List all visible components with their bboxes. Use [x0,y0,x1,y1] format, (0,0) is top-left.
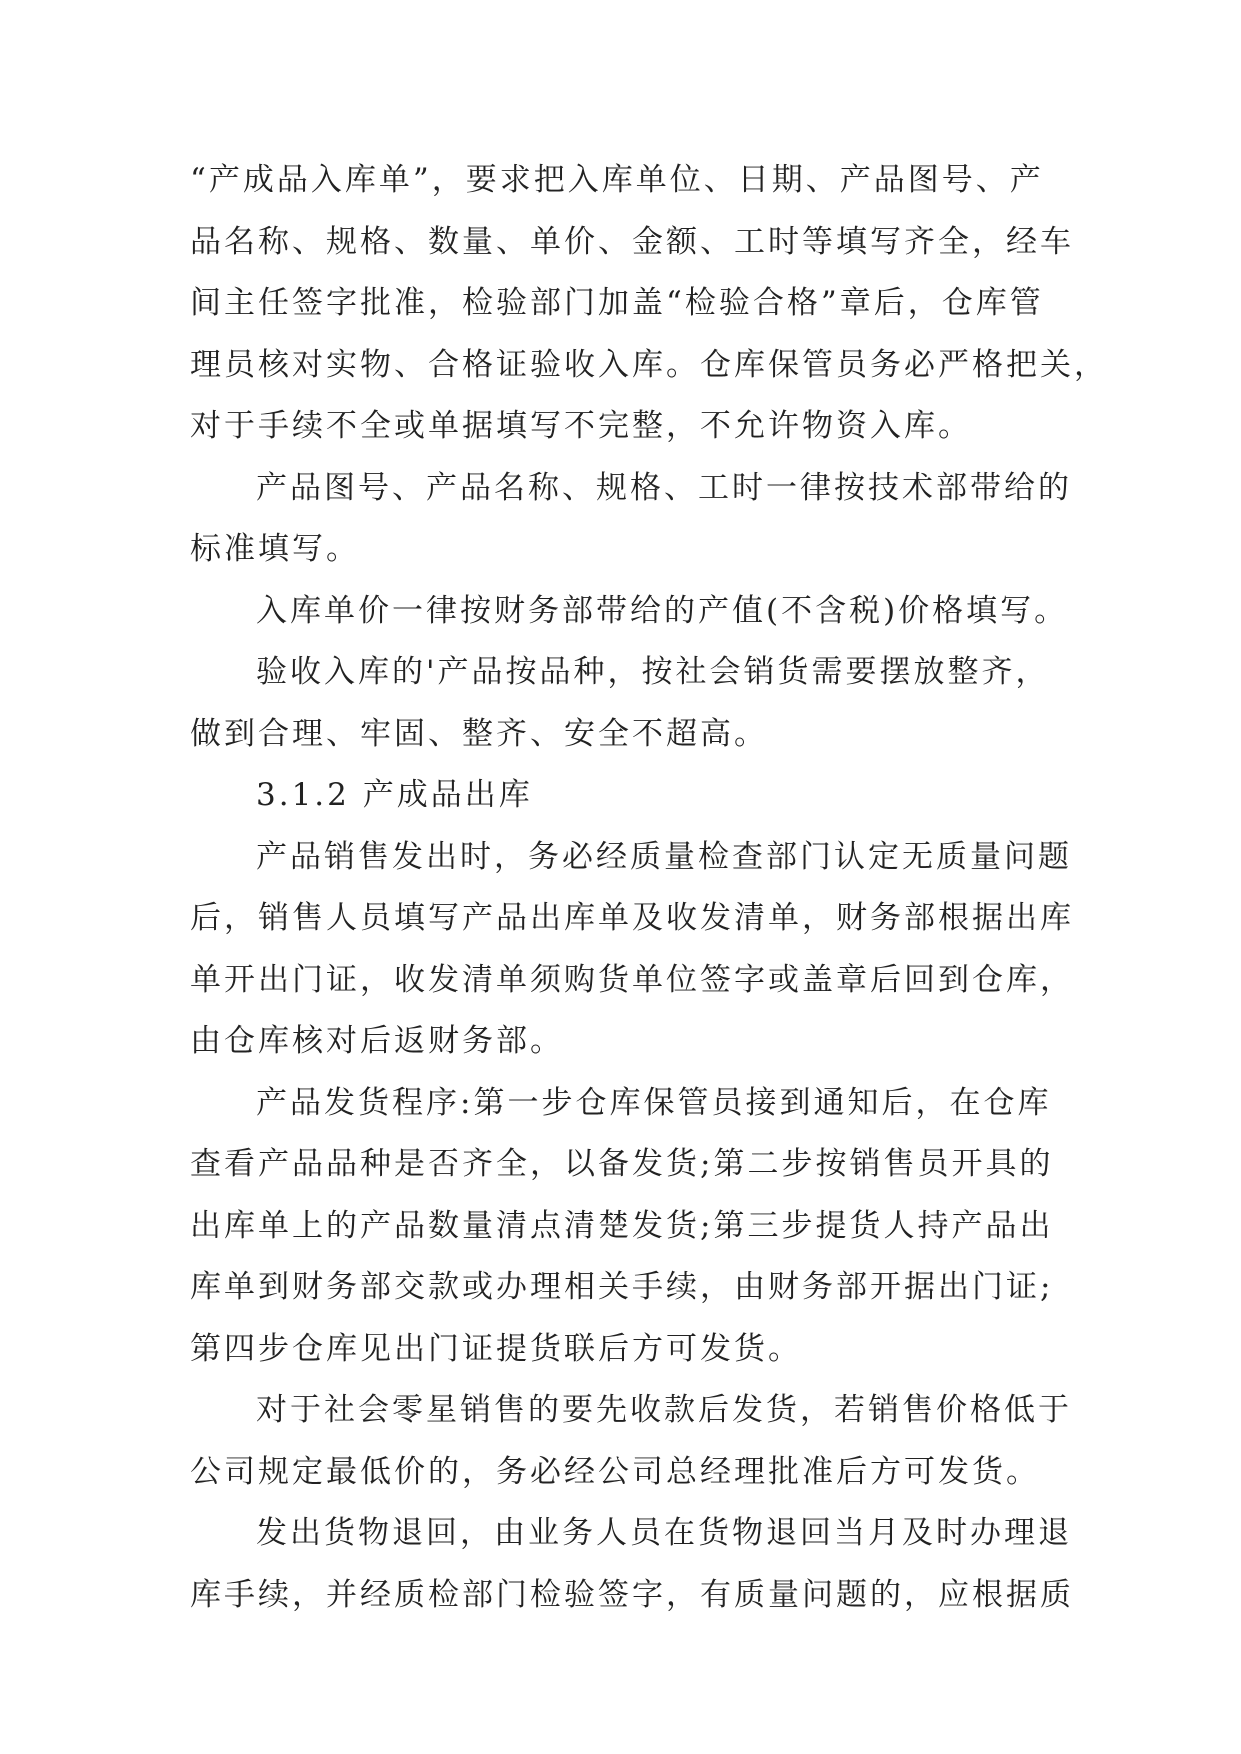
paragraph-6 [190,827,1074,1073]
text-line: 验收入库的'产品按品种，按社会销货需要摆放整齐， [256,654,1050,690]
text-line: 公司规定最低价的，务必经公司总经理批准后方可发货。 [190,1453,1040,1490]
text-line: 库单到财务部交款或办理相关手续，由财务部开据出门证; [190,1269,1054,1305]
text-line: 间主任签字批准，检验部门加盖“检验合格”章后，仓库管 [190,285,1044,321]
paragraph-1 [190,150,1108,458]
text-line: 由仓库核对后返财务部。 [190,1023,564,1059]
text-line: 对于手续不全或单据填写不完整，不允许物资入库。 [190,408,972,444]
document-body [190,150,1108,1626]
text-line: 产品销售发出时，务必经质量检查部门认定无质量问题 [256,838,1072,875]
text-line: 做到合理、牢固、整齐、安全不超高。 [190,715,768,752]
section-heading: 3.1.2 产成品出库 [256,777,533,813]
paragraph-8 [190,1380,1070,1503]
text-line: 库手续，并经质检部门检验签字，有质量问题的，应根据质 [190,1576,1074,1613]
paragraph-4 [190,642,1070,765]
text-line: 入库单价一律按财务部带给的产值(不含税)价格填写。 [256,592,1069,629]
text-line: 理员核对实物、合格证验收入库。仓库保管员务必严格把关， [190,346,1108,383]
paragraph-7 [190,1073,1070,1381]
text-line: 对于社会零星销售的要先收款后发货，若销售价格低于 [256,1392,1072,1428]
paragraph-9 [190,1503,1074,1626]
text-line: 后，销售人员填写产品出库单及收发清单，财务部根据出库 [190,900,1074,936]
text-line: 发出货物退回，由业务人员在货物退回当月及时办理退 [256,1515,1072,1551]
text-line: 查看产品品种是否齐全，以备发货;第二步按销售员开具的 [190,1146,1054,1182]
text-line: 第四步仓库见出门证提货联后方可发货。 [190,1330,802,1367]
text-line: 产品图号、产品名称、规格、工时一律按技术部带给的 [256,469,1072,506]
text-line: 标准填写。 [190,531,360,567]
text-line: “产成品入库单”，要求把入库单位、日期、产品图号、产 [190,162,1044,198]
paragraph-2 [190,458,1070,581]
text-line: 品名称、规格、数量、单价、金额、工时等填写齐全，经车 [190,223,1074,260]
paragraph-3 [190,581,1070,643]
text-line: 出库单上的产品数量清点清楚发货;第三步提货人持产品出 [190,1207,1054,1244]
text-line: 产品发货程序:第一步仓库保管员接到通知后，在仓库 [256,1084,1052,1121]
section-heading-3-1-2 [190,765,1070,827]
text-line: 单开出门证，收发清单须购货单位签字或盖章后回到仓库， [190,961,1074,998]
